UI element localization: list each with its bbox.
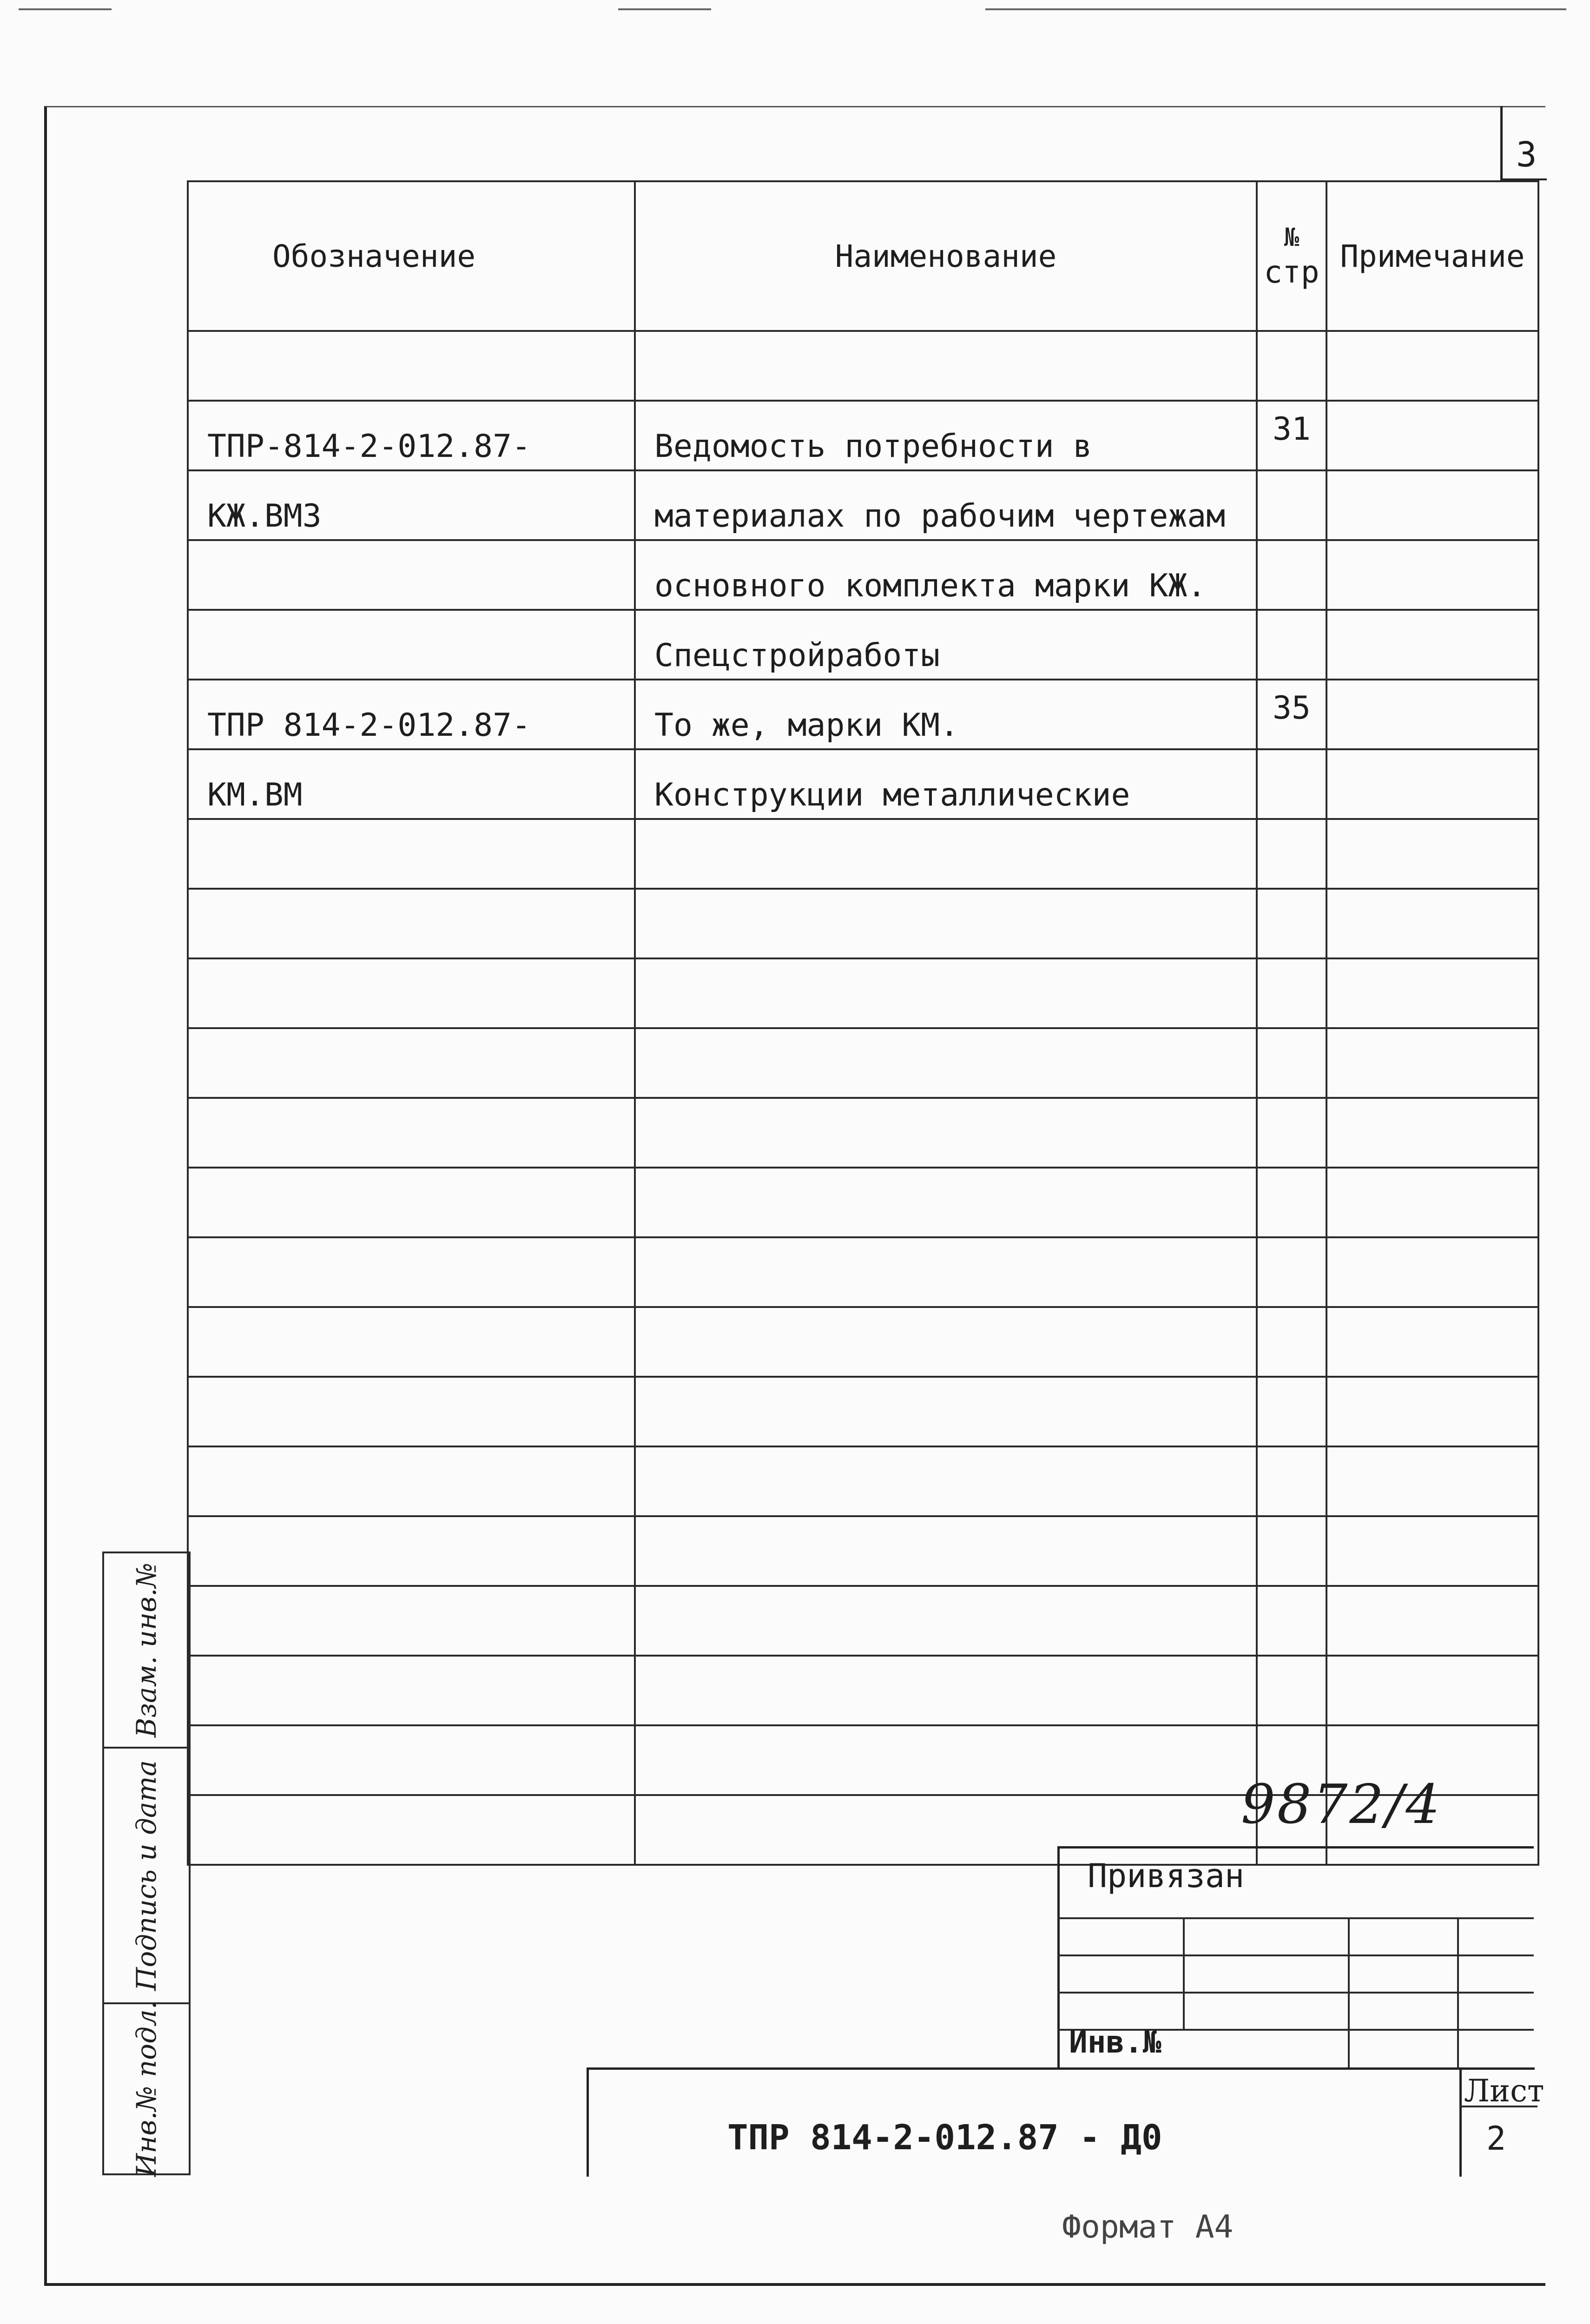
cell-note (1326, 680, 1538, 749)
cell-page (1257, 1168, 1326, 1237)
cell-name: Спецстройработы (635, 610, 1257, 680)
cell-name: Конструкции металлические (635, 749, 1257, 819)
side-cell-podpis-data (104, 1749, 189, 2004)
cell-designation (188, 1795, 635, 1865)
cell-page (1257, 1377, 1326, 1446)
cell-page (1257, 540, 1326, 610)
sheet-list-label: Лист (1464, 2073, 1544, 2109)
cell-name: основного комплекта марки КЖ. (635, 540, 1257, 610)
cell-note (1326, 1307, 1538, 1377)
sheet-list-number: 2 (1486, 2119, 1506, 2158)
table-row (188, 1377, 1538, 1446)
cell-note (1326, 819, 1538, 889)
cell-page (1257, 958, 1326, 1028)
cell-name (635, 1516, 1257, 1586)
cell-page (1257, 331, 1326, 401)
cell-name (635, 331, 1257, 401)
cell-page (1257, 1446, 1326, 1516)
cell-note (1326, 1168, 1538, 1237)
table-row (188, 1028, 1538, 1098)
cell-name: материалах по рабочим чертежам (635, 470, 1257, 540)
cell-designation (188, 331, 635, 401)
handwritten-number: 9872/4 (1241, 1773, 1442, 1836)
cell-name (635, 1307, 1257, 1377)
cell-name (635, 1028, 1257, 1098)
cell-note (1326, 1028, 1538, 1098)
table-row (188, 1237, 1538, 1307)
cell-designation (188, 1237, 635, 1307)
cell-designation (188, 1168, 635, 1237)
cell-page (1257, 1307, 1326, 1377)
binding-col-line (1457, 1917, 1459, 2068)
binding-row-line (1057, 1992, 1534, 1994)
cell-note (1326, 1516, 1538, 1586)
cell-designation: КЖ.ВМЗ (188, 470, 635, 540)
cell-note (1326, 749, 1538, 819)
cell-page (1257, 819, 1326, 889)
cell-designation (188, 1586, 635, 1656)
cell-page (1257, 1656, 1326, 1725)
table-row (188, 1168, 1538, 1237)
cell-note (1326, 401, 1538, 470)
cell-name (635, 889, 1257, 958)
cell-page (1257, 610, 1326, 680)
header-page-sign: № (1284, 223, 1300, 252)
binding-inv-label: Инв.№ (1069, 2024, 1161, 2060)
table-row (188, 1446, 1538, 1516)
cell-note (1326, 1237, 1538, 1307)
cell-name (635, 1237, 1257, 1307)
cell-page (1257, 1098, 1326, 1168)
cell-note (1326, 1446, 1538, 1516)
cell-name: То же, марки КМ. (635, 680, 1257, 749)
format-label: Формат А4 (1062, 2209, 1234, 2245)
table-row (188, 540, 1538, 610)
cell-name (635, 1446, 1257, 1516)
cell-page: 35 (1257, 680, 1326, 749)
table-header-row (188, 181, 1538, 331)
cell-designation (188, 610, 635, 680)
cell-designation (188, 1377, 635, 1446)
cell-note (1326, 889, 1538, 958)
table-row (188, 1516, 1538, 1586)
cell-designation (188, 1098, 635, 1168)
cell-designation (188, 1516, 635, 1586)
header-page-str: стр (1264, 254, 1320, 290)
side-cell-inv-podl (104, 2000, 189, 2177)
cell-designation (188, 1725, 635, 1795)
page-edge-mark (618, 8, 711, 10)
cell-page (1257, 1586, 1326, 1656)
cell-page: 31 (1257, 401, 1326, 470)
table-row (188, 610, 1538, 680)
cell-page (1257, 1028, 1326, 1098)
cell-name (635, 819, 1257, 889)
cell-designation (188, 958, 635, 1028)
sheet-number: 3 (1516, 135, 1537, 175)
header-note: Примечание (1326, 181, 1538, 331)
page-edge-mark (985, 8, 1566, 10)
binding-label: Привязан (1088, 1857, 1245, 1895)
header-page (1257, 181, 1326, 331)
cell-name (635, 1168, 1257, 1237)
cell-note (1326, 1098, 1538, 1168)
cell-designation (188, 819, 635, 889)
header-name: Наименование (635, 181, 1257, 331)
side-cell-vzam-inv (104, 1553, 189, 1749)
cell-name (635, 1725, 1257, 1795)
header-designation: Обозначение (188, 181, 635, 331)
cell-note (1326, 540, 1538, 610)
cell-name: Ведомость потребности в (635, 401, 1257, 470)
cell-page (1257, 1516, 1326, 1586)
table-row (188, 1307, 1538, 1377)
side-label-inv-podl: Инв.№ подл. (131, 2000, 162, 2177)
cell-note (1326, 1586, 1538, 1656)
cell-designation (188, 1307, 635, 1377)
side-label-podpis-data: Подпись и дата (131, 1760, 162, 1991)
cell-designation: ТПР 814-2-012.87- (188, 680, 635, 749)
cell-note (1326, 958, 1538, 1028)
binding-row-line (1057, 1917, 1534, 1919)
cell-name (635, 1586, 1257, 1656)
table-row (188, 819, 1538, 889)
table-row (188, 958, 1538, 1028)
cell-name (635, 1377, 1257, 1446)
cell-designation (188, 889, 635, 958)
side-label-vzam-inv: Взам. инв.№ (131, 1562, 162, 1738)
cell-page (1257, 470, 1326, 540)
cell-page (1257, 749, 1326, 819)
cell-designation (188, 1028, 635, 1098)
table-row (188, 1656, 1538, 1725)
cell-designation (188, 1446, 635, 1516)
cell-name (635, 1656, 1257, 1725)
document-code: ТПР 814-2-012.87 - Д0 (727, 2118, 1162, 2158)
binding-col-line (1348, 1917, 1350, 2068)
table-row (188, 401, 1538, 470)
cell-page (1257, 889, 1326, 958)
table-row (188, 680, 1538, 749)
cell-note (1326, 470, 1538, 540)
table-row (188, 1098, 1538, 1168)
document-index-table (187, 180, 1539, 1866)
table-row (188, 1586, 1538, 1656)
table-row (188, 749, 1538, 819)
side-stamp-strip (102, 1552, 191, 2175)
cell-note (1326, 1656, 1538, 1725)
cell-designation: ТПР-814-2-012.87- (188, 401, 635, 470)
cell-note (1326, 1377, 1538, 1446)
binding-row-line (1057, 1954, 1534, 1956)
cell-name (635, 1098, 1257, 1168)
cell-page (1257, 1237, 1326, 1307)
page-edge-mark (19, 8, 112, 10)
cell-name (635, 958, 1257, 1028)
binding-col-line (1183, 1917, 1185, 2029)
cell-designation: КМ.ВМ (188, 749, 635, 819)
cell-designation (188, 540, 635, 610)
table-row (188, 889, 1538, 958)
table-row (188, 331, 1538, 401)
cell-designation (188, 1656, 635, 1725)
cell-note (1326, 331, 1538, 401)
cell-note (1326, 610, 1538, 680)
table-row (188, 470, 1538, 540)
